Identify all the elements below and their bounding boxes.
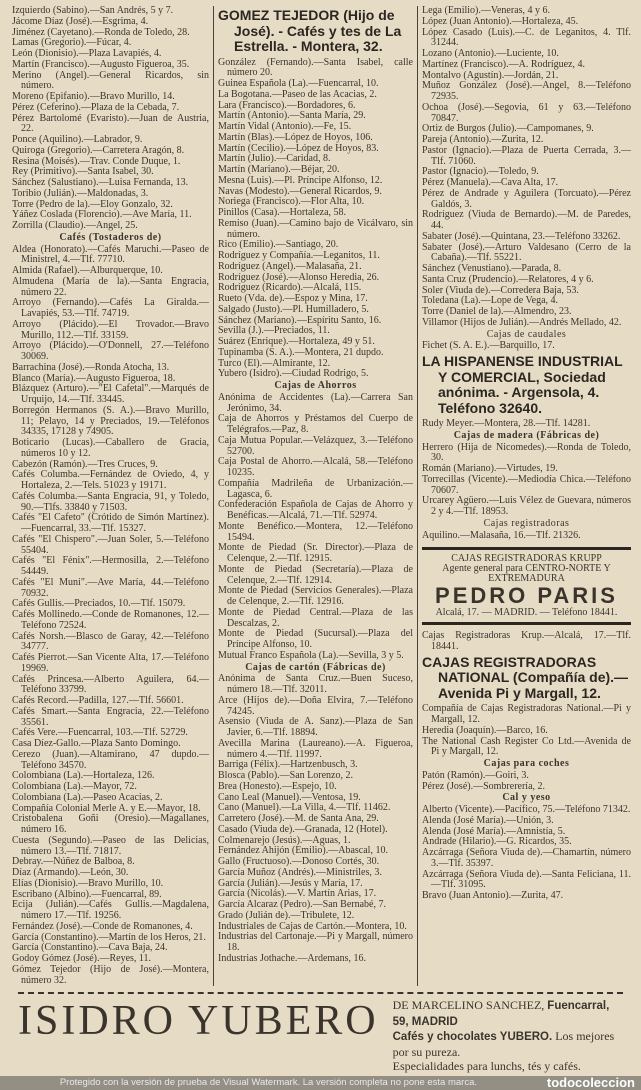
- directory-entry: Andrade (Hilario).—G. Ricardos, 35.: [422, 836, 572, 848]
- directory-entry: Jiménez (Cayetano).—Ronda de Toledo, 28.: [12, 26, 190, 38]
- directory-entry: Sánchez (Venustiano).—Parada, 8.: [422, 263, 562, 274]
- directory-entry: Anónima de Accidentes (La).—Carrera San Jerónimo, 34.: [218, 391, 413, 414]
- directory-entry: Martín (Blas).—López de Hoyos, 106.: [218, 131, 373, 143]
- directory-entry: Monte de Piedad (Servicios Generales).—Plaza de Celenque, 2.—Tlf. 12916.: [218, 585, 413, 607]
- directory-entry: Avecilla Marina (Laureano).—A. Figueroa, número 4.—Tlf. 11997.: [218, 737, 413, 760]
- directory-entry: Noriega (Francisco).—Flor Alta, 10.: [218, 196, 365, 208]
- directory-entry: García (Julián).—Jesús y María, 17.: [218, 877, 363, 889]
- directory-entry: Rico (Emilio).—Santiago, 20.: [218, 239, 339, 251]
- directory-entry: Fernández Ahijón (Emilio).—Abascal, 10.: [218, 845, 388, 857]
- directory-entry: Merino (Angel).—General Ricardos, sin número.: [12, 69, 209, 92]
- directory-entry: Arroyo (Plácido).—O'Donnell, 27.—Teléfono 30069.: [12, 340, 209, 362]
- footer-ad: [18, 992, 623, 1074]
- directory-entry: Bravo (Juan Antonio).—Zurita, 47.: [422, 890, 564, 901]
- directory-entry: Román (Mariano).—Virtudes, 19.: [422, 463, 558, 474]
- directory-entry: Pérez de Andrade y Aguilera (Torcuato).—Pérez Galdós, 3.: [422, 187, 631, 210]
- directory-entry: Tupinamba (S. A.).—Montera, 21 dupdo.: [218, 346, 384, 358]
- directory-entry: Lara (Francisco).—Bordadores, 6.: [218, 99, 356, 111]
- directory-entry: Pinillos (Casa).—Hortaleza, 58.: [218, 207, 347, 218]
- directory-column-1: [12, 6, 213, 986]
- directory-entry: Confederación Española de Cajas de Ahorro y Benéficas.—Alcalá, 71.—Tlf. 52974.: [218, 499, 413, 521]
- section-heading: Cajas de Ahorros: [274, 380, 357, 391]
- directory-entry: Cafés Vere.—Fuencarral, 103.—Tlf. 52729.: [12, 727, 188, 739]
- directory-entry: Cano (Manuel).—La Villa, 4.—Tlf. 11462.: [218, 802, 391, 814]
- directory-entry: Carretero (José).—M. de Santa Ana, 29.: [218, 813, 379, 824]
- ad-line: CAJAS REGISTRADORAS KRUPP: [451, 553, 602, 565]
- directory-entry: Cafés Record.—Padilla, 127.—Tlf. 56601.: [12, 695, 184, 706]
- directory-entry: Quiroga (Gregorio).—Carretera Aragón, 8.: [12, 144, 185, 156]
- directory-entry: Colombiana (La).—Mayor, 72.: [12, 781, 137, 792]
- directory-entry: Monte de Piedad (Sucursal).—Plaza del Príncipe Alfonso, 10.: [218, 628, 413, 650]
- section-heading: Cafés (Tostaderos de): [59, 231, 162, 243]
- directory-entry: Lega (Emilio).—Veneras, 4 y 6.: [422, 5, 551, 16]
- advertisement: GOMEZ TEJEDOR (Hijo de José). - Cafés y tes de La Estrella. - Montera, 32.: [218, 7, 402, 54]
- watermark-logo: todocoleccion: [546, 1074, 635, 1090]
- section-heading: Cajas de cartón (Fábricas de): [245, 661, 386, 673]
- directory-entry: García Muñoz (Andrés).—Ministriles, 3.: [218, 866, 382, 878]
- directory-entry: Cafés "El Chispero".—Juan Soler, 5.—Teléfono 55404.: [12, 533, 209, 556]
- section-heading: Cajas de madera (Fábricas de): [453, 429, 600, 441]
- directory-entry: Montalvo (Agustín).—Jordán, 21.: [422, 69, 559, 81]
- directory-entry: Torrecillas (Vicente).—Mediodía Chica.—Teléfono 70607.: [422, 473, 631, 496]
- directory-entry: Caja Mutua Popular.—Velázquez, 3.—Teléfono 52700.: [218, 434, 413, 457]
- directory-entry: Boticario (Lucas).—Caballero de Gracia, números 10 y 12.: [12, 437, 209, 459]
- directory-entry: León (Dionisio).—Plaza Lavapiés, 4.: [12, 48, 162, 59]
- directory-entry: Heredia (Joaquín).—Barco, 16.: [422, 724, 548, 736]
- ad-line: Agente general para CENTRO-NORTE Y EXTREMADURA: [442, 563, 611, 585]
- directory-entry: Cafés Pierrot.—San Vicente Alta, 17.—Teléfono 19969.: [12, 652, 209, 674]
- directory-entry: Escribano (Albino).—Fuencarral, 89.: [12, 888, 162, 900]
- directory-entry: Martín (Julio).—Caridad, 8.: [218, 153, 331, 165]
- directory-entry: Cuesta (Segundo).—Paseo de las Delicias, número 13.—Tlf. 71817.: [12, 834, 209, 857]
- directory-entry: Colmenarejo (Jesús).—Aguas, 1.: [218, 834, 351, 846]
- directory-entry: López (Juan Antonio).—Hortaleza, 45.: [422, 15, 579, 27]
- directory-entry: Sánchez (Mariano).—Espíritu Santo, 16.: [218, 314, 382, 326]
- directory-entry: González (Fernando).—Santa Isabel, calle número 20.: [218, 56, 413, 79]
- directory-entry: Moreno (Epifanio).—Bravo Murillo, 14.: [12, 91, 175, 102]
- directory-entry: Arroyo (Fernando).—Cafés La Giralda.—Lavapiés, 53.—Tlf. 74719.: [12, 297, 209, 319]
- directory-entry: Grado (Julián de).—Tribulete, 12.: [218, 909, 355, 921]
- directory-entry: Ochoa (José).—Segovia, 61 y 63.—Teléfono 70847.: [422, 101, 631, 124]
- directory-entry: Guinea Española (La).—Fuencarral, 10.: [218, 78, 379, 89]
- directory-entry: Gómez Tejedor (Hijo de José).—Montera, número 32.: [12, 963, 209, 986]
- directory-entry: Cafés Columba.—Fernández de Oviedo, 4, y Hortaleza, 2.—Tels. 51023 y 19171.: [12, 469, 209, 491]
- directory-entry: Cafés "El Muni".—Ave María, 44.—Teléfono 70932.: [12, 576, 209, 599]
- directory-entry: Soler (Viuda de).—Corredera Baja, 53.: [422, 284, 579, 296]
- directory-entry: Elías (Dionisio).—Bravo Murillo, 10.: [12, 877, 164, 889]
- directory-entry: Compañía Colonial Merle A. y E.—Mayor, 18.: [12, 802, 201, 814]
- directory-entry: Suárez (Enrique).—Hortaleza, 49 y 51.: [218, 336, 375, 347]
- directory-entry: Cafés Princesa.—Alberto Aguilera, 64.—Teléfono 33799.: [12, 673, 209, 696]
- directory-entry: Remiso (Juan).—Camino bajo de Vicálvaro, sin número.: [218, 217, 413, 240]
- directory-entry: Cafés Gullis.—Preciados, 10.—Tlf. 15079.: [12, 598, 186, 610]
- directory-entry: García (Nicolás).—V. Martín Arias, 17.: [218, 888, 377, 900]
- directory-entry: Díaz (Armando).—León, 30.: [12, 867, 129, 878]
- directory-entry: Pérez (Manuela).—Cava Alta, 17.: [422, 177, 559, 188]
- directory-entry: Aquilino.—Malasaña, 16.—Tlf. 21326.: [422, 529, 581, 541]
- ad-address: Alcalá, 17. — MADRID. — Teléfono 18441.: [435, 607, 618, 619]
- footer-ad-slogan: Los mejores por su pureza.: [392, 1029, 615, 1059]
- directory-entry: Yubero (Isidro).—Ciudad Rodrigo, 5.: [218, 368, 369, 380]
- section-heading: Cal y yeso: [502, 792, 551, 804]
- footer-ad-line3: Especialidades para lunchs, tés y cafés.: [392, 1059, 581, 1074]
- directory-entry: Toledana (La).—Lope de Vega, 4.: [422, 295, 559, 307]
- directory-entry: Santa Cruz (Prudencio).—Relatores, 4 y 6.: [422, 273, 594, 285]
- directory-entry: Cafés Smart.—Santa Engracia, 22.—Teléfono 35561.: [12, 705, 209, 728]
- directory-entry: Sánchez (Salustiano).—Luisa Fernanda, 13.: [12, 177, 189, 188]
- directory-entry: Rey (Primitivo).—Santa Isabel, 30.: [12, 166, 154, 178]
- directory-entry: Martín (Antonio).—Santa María, 29.: [218, 110, 366, 122]
- directory-entry: Compañía Madrileña de Urbanización.—Lagasca, 6.: [218, 477, 413, 500]
- directory-entry: Rodríguez (Ricardo).—Alcalá, 115.: [218, 282, 362, 294]
- directory-entry: Cafés Norsh.—Blasco de Garay, 42.—Teléfono 34777.: [12, 630, 209, 653]
- footer-ad-text: [393, 998, 623, 1074]
- directory-entry: Mesna (Luis).—Pl. Príncipe Alfonso, 12.: [218, 174, 383, 186]
- directory-entry: Urcarey Agüero.—Luis Vélez de Guevara, números 2 y 4.—Tlf. 18953.: [422, 495, 631, 517]
- directory-entry: Cerezo (Juan).—Altamirano, 47 dupdo.—Teléfono 34570.: [12, 748, 209, 771]
- directory-entry: Rodríguez (Angel).—Malasaña, 21.: [218, 260, 362, 272]
- section-heading: Cajas para coches: [483, 758, 570, 769]
- directory-entry: Sabater (José).—Arturo Valdesano (Cerro de la Cabaña).—Tlf. 55221.: [422, 241, 631, 264]
- directory-entry: Resina (Moisés).—Trav. Conde Duque, 1.: [12, 155, 181, 167]
- advertisement: CAJAS REGISTRADORAS NATIONAL (Compañía de).—Avenida Pi y Margall, 12.: [422, 653, 629, 701]
- directory-entry: Barriga (Félix).—Hartzenbusch, 3.: [218, 759, 358, 771]
- directory-entry: Colombiana (La).—Hortaleza, 126.: [12, 770, 155, 782]
- directory-entry: Cafés "El Fénix".—Hermosilla, 2.—Teléfono 54449.: [12, 555, 209, 577]
- directory-entry: Monte de Piedad (Sr. Director).—Plaza de Celenque, 2.—Tlf. 12915.: [218, 542, 413, 564]
- directory-column-3: [417, 6, 631, 986]
- directory-entry: Monte de Piedad (Secretaría).—Plaza de Celenque, 2.—Tlf. 12914.: [218, 563, 413, 586]
- directory-entry: Caja de Ahorros y Préstamos del Cuerpo de Telégrafos.—Paz, 8.: [218, 413, 413, 435]
- directory-entry: Industriales de Cajas de Cartón.—Montera, 10.: [218, 920, 407, 932]
- directory-entry: Gallo (Fructuoso).—Donoso Cortés, 30.: [218, 856, 380, 867]
- directory-entry: Sevilla (J.).—Preciados, 11.: [218, 325, 330, 337]
- directory-entry: Pérez (Ceferino).—Plaza de la Cebada, 7.: [12, 101, 180, 113]
- directory-entry: Arce (Hijos de).—Doña Elvira, 7.—Teléfono 74245.: [218, 694, 413, 717]
- directory-entry: Rudy Meyer.—Montera, 28.—Tlf. 14281.: [422, 418, 591, 429]
- directory-entry: Cristobalena Goñi (Oresio).—Magallanes, número 16.: [12, 813, 209, 835]
- section-heading: Cajas de caudales: [486, 328, 567, 340]
- directory-entry: Martín Vidal (Antonio).—Fe, 15.: [218, 121, 352, 132]
- directory-entry: Pastor (Ignacio).—Toledo, 9.: [422, 166, 539, 178]
- directory-entry: Torre (Pedro de la).—Eloy Gonzalo, 32.: [12, 198, 173, 210]
- directory-entry: Cafés Mollinedo.—Conde de Romanones, 12.—Teléfono 72524.: [12, 609, 209, 631]
- directory-entry: Martín (Cecilio).—López de Hoyos, 83.: [218, 142, 379, 154]
- watermark-strip: [0, 1076, 641, 1090]
- directory-entry: Martínez (Francisco).—A. Rodríguez, 4.: [422, 58, 586, 70]
- directory-entry: Navas (Modesto).—General Ricardos, 9.: [218, 185, 382, 197]
- directory-entry: Cajas Registradoras Krup.—Alcalá, 17.—Tlf. 18441.: [422, 630, 631, 652]
- directory-entry: Mutual Franco Española (La).—Sevilla, 3 y 5.: [218, 649, 404, 661]
- directory-entry: Compañía de Cajas Registradoras National.—Pi y Margall, 12.: [422, 703, 631, 725]
- directory-entry: Fichet (S. A. E.).—Barquillo, 17.: [422, 340, 555, 352]
- directory-entry: García (Constantino).—Martín de los Heros, 21.: [12, 931, 206, 943]
- directory-entry: Alenda (José María).—Amnistía, 5.: [422, 825, 566, 837]
- directory-entry: Ecija (Julián).—Cafés Gullis.—Magdalena, número 17.—Tlf. 19256.: [12, 899, 209, 921]
- directory-entry: Industrias del Cartonaje.—Pi y Margall, número 18.: [218, 931, 413, 953]
- directory-entry: Blosca (Pablo).—San Lorenzo, 2.: [218, 770, 353, 781]
- footer-ad-line1: DE MARCELINO SANCHEZ,: [392, 998, 545, 1013]
- directory-entry: Patón (Ramón).—Goiri, 3.: [422, 769, 529, 781]
- directory-entry: Almida (Rafael).—Alburquerque, 10.: [12, 265, 163, 276]
- directory-entry: Caja Postal de Ahorro.—Alcalá, 58.—Teléfono 10235.: [218, 456, 413, 478]
- directory-entry: Pérez Bartolomé (Evaristo).—Juan de Austria, 22.: [12, 112, 209, 135]
- directory-entry: Blanco (María).—Augusto Figueroa, 18.: [12, 372, 176, 384]
- directory-entry: Lozano (Antonio).—Luciente, 10.: [422, 48, 559, 59]
- directory-entry: The National Cash Register Co Ltd.—Avenida de Pi y Margall, 12.: [422, 735, 631, 758]
- directory-entry: Salgado (Justo).—Pl. Humilladero, 5.: [218, 303, 369, 315]
- section-heading: Cajas registradoras: [483, 517, 570, 529]
- directory-entry: Alberto (Vicente).—Pacífico, 75.—Teléfono 71342.: [422, 804, 631, 815]
- directory-entry: Azcárraga (Señora Viuda de).—Chamartín, número 3.—Tlf. 35397.: [422, 847, 631, 869]
- directory-entry: Casado (Viuda de).—Granada, 12 (Hotel).: [218, 823, 388, 835]
- directory-entry: Monte Benéfico.—Montera, 12.—Teléfono 15494.: [218, 520, 413, 543]
- directory-entry: Martín (Mariano).—Béjar, 20.: [218, 164, 340, 175]
- directory-entry: Ortiz de Burgos (Julio).—Campomanes, 9.: [422, 123, 594, 135]
- directory-entry: Brea (Honesto).—Espejo, 10.: [218, 780, 337, 792]
- advertisement: LA HISPANENSE INDUSTRIAL Y COMERCIAL, Sociedad anónima. - Argensola, 4. Teléfono 32640.: [422, 353, 623, 416]
- directory-entry: Torre (Daniel de la).—Almendro, 23.: [422, 306, 572, 317]
- footer-ad-product: Cafés y chocolates YUBERO.: [392, 1031, 553, 1044]
- directory-entry: Sabater (José).—Quintana, 23.—Teléfono 33262.: [422, 230, 621, 242]
- directory-entry: Anónima de Santa Cruz.—Buen Suceso, número 18.—Tlf. 32011.: [218, 673, 413, 695]
- directory-entry: Rodríguez (Viuda de Bernardo).—M. de Paredes, 44.: [422, 209, 631, 231]
- directory-entry: Barrachina (José).—Ronda Atocha, 13.: [12, 361, 170, 373]
- directory-entry: Industrias Jothache.—Ardemans, 16.: [218, 952, 367, 964]
- directory-entry: Turco (El).—Almirante, 12.: [218, 357, 331, 369]
- ad-name: PEDRO PARIS: [435, 583, 618, 609]
- directory-entry: García (Constantino).—Cava Baja, 24.: [12, 942, 168, 954]
- directory-entry: Debray.—Núñez de Balboa, 8.: [12, 856, 135, 868]
- directory-entry: Rodríguez (José).—Alonso Heredia, 26.: [218, 271, 380, 283]
- directory-entry: Muñoz González (José).—Angel, 8.—Teléfono 72935.: [422, 80, 631, 102]
- directory-entry: Alenda (José María).—Unión, 3.: [422, 814, 554, 826]
- directory-entry: Pareja (Antonio).—Zurita, 12.: [422, 134, 544, 145]
- directory-entry: López Casado (Luis).—C. de Leganitos, 4. Tlf. 31244.: [422, 26, 631, 49]
- directory-entry: Fernández (José).—Conde de Romanones, 4.: [12, 920, 193, 932]
- directory-entry: Jácome Díaz (José).—Esgrima, 4.: [12, 15, 149, 27]
- directory-entry: Lamas (Gregorio).—Fúcar, 4.: [12, 37, 132, 49]
- directory-entry: Arroyo (Plácido).—El Trovador.—Bravo Murillo, 112.—Tlf. 33159.: [12, 318, 209, 341]
- directory-entry: Ponce (Aquilino).—Labrador, 9.: [12, 134, 143, 145]
- directory-entry: Herrero (Hija de Nicomedes).—Ronda de Toledo, 30.: [422, 441, 631, 464]
- directory-entry: Azcárraga (Señora Viuda de).—Santa Feliciana, 11.—Tlf. 31095.: [422, 868, 631, 891]
- directory-entry: La Bogotana.—Paseo de las Acacias, 2.: [218, 88, 377, 100]
- directory-entry: Rodríguez y Compañía.—Leganitos, 11.: [218, 250, 380, 261]
- directory-entry: Blázquez (Arturo).—"El Cafetal".—Marqués de Urquijo, 14.—Tlf. 33445.: [12, 383, 209, 405]
- watermark-banner: Protegido con la versión de prueba de Visual Watermark. La versión completa no pone esta marca.: [59, 1076, 478, 1088]
- directory-entry: Cabezón (Ramón).—Tres Cruces, 9.: [12, 458, 158, 470]
- directory-entry: Monte de Piedad Central.—Plaza de las Descalzas, 2.: [218, 606, 413, 629]
- directory-entry: Yáñez Coslada (Florencio).—Ave María, 11.: [12, 209, 192, 221]
- directory-entry: Almudena (María de la).—Santa Engracia, número 22.: [12, 275, 209, 298]
- directory-entry: Rueto (Vda. de).—Espoz y Mina, 17.: [218, 293, 368, 304]
- directory-entry: Martín (Francisco).—Augusto Figueroa, 35.: [12, 58, 190, 70]
- directory-entry: Colombiana (La).—Paseo Acacias, 2.: [12, 791, 163, 803]
- directory-entry: Aldea (Honorato).—Cafés Maruchi.—Paseo de Ministrel, 4.—Tlf. 77710.: [12, 243, 209, 266]
- directory-entry: Pérez (José).—Sombrerería, 2.: [422, 780, 546, 792]
- directory-entry: Cano Leal (Manuel).—Ventosa, 19.: [218, 791, 361, 803]
- footer-ad-title: ISIDRO YUBERO: [18, 998, 379, 1045]
- directory-entry: García Alcaraz (Pedro).—San Bernabé, 7.: [218, 899, 386, 910]
- advertisement-box: [422, 547, 631, 625]
- directory-entry: Cafés Columba.—Santa Engracia, 91, y Toledo, 90.—Tlfs. 33840 y 71503.: [12, 490, 209, 513]
- directory-column-2: [213, 6, 417, 986]
- directory-entry: Borregón Hermanos (S. A.).—Bravo Murillo, 11; Pelayo, 14 y Preciados, 19.—Teléfonos 34335, 17128 y 74905.: [12, 404, 209, 438]
- directory-entry: Cafés "El Cafeto" (Crótido de Simón Martínez).—Fuencarral, 33.—Tlf. 15327.: [12, 512, 209, 534]
- directory-entry: Godoy Gómez (José).—Reyes, 11.: [12, 953, 152, 964]
- directory-entry: Izquierdo (Sabino).—San Andrés, 5 y 7.: [12, 5, 174, 16]
- directory-entry: Zorrilla (Claudio).—Angel, 25.: [12, 220, 138, 231]
- footer-ad-address: Fuencarral, 59, MADRID: [392, 1000, 610, 1028]
- directory-entry: Asensio (Viuda de A. Sanz).—Plaza de San Javier, 6.—Tlf. 18894.: [218, 716, 413, 738]
- directory-entry: Villamor (Hijos de Julián).—Andrés Mellado, 42.: [422, 316, 622, 328]
- directory-entry: Casa Díez-Gallo.—Plaza Santo Domingo.: [12, 738, 181, 749]
- directory-entry: Toribio (Julián).—Maldonadas, 3.: [12, 187, 149, 199]
- directory-entry: Pastor (Ignacio).—Plaza de Puerta Cerrada, 3.—Tlf. 71060.: [422, 144, 631, 167]
